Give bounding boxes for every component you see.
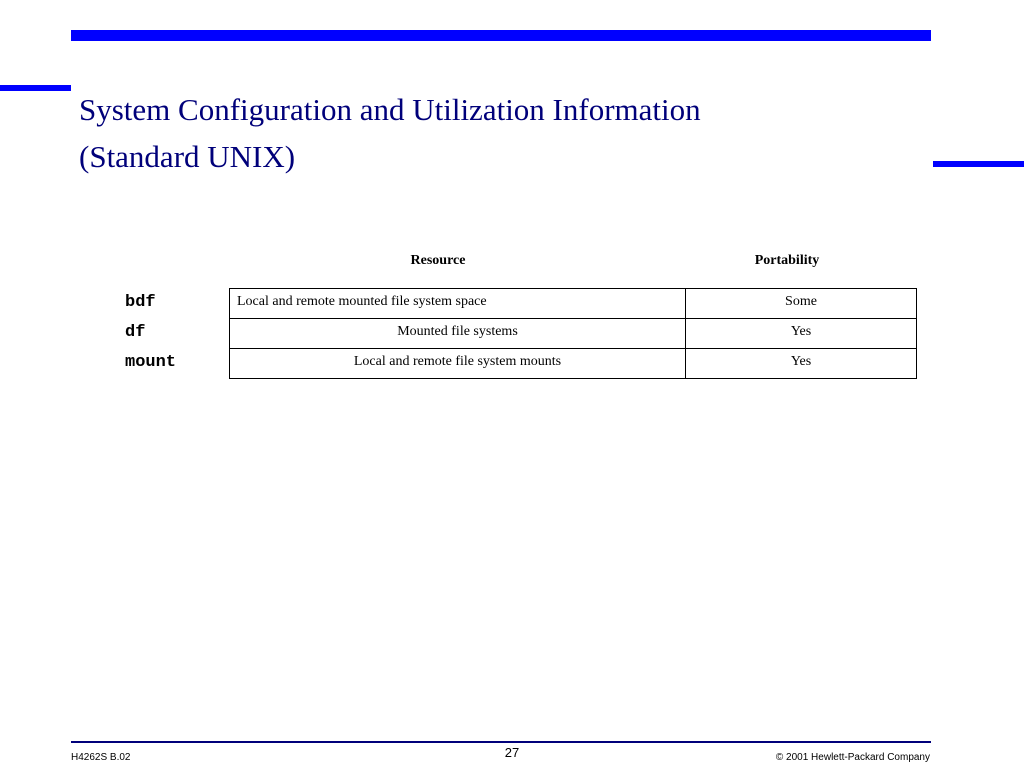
resource-cell: Local and remote mounted file system space xyxy=(230,289,686,319)
resource-table xyxy=(229,288,917,379)
command-mount: mount xyxy=(125,353,177,372)
slide-title-line-1: System Configuration and Utilization Information xyxy=(79,92,701,127)
table-row xyxy=(230,289,917,319)
slide-title-line-2: (Standard UNIX) xyxy=(79,139,296,174)
command-list xyxy=(125,291,176,381)
top-accent-bar xyxy=(71,30,931,41)
portability-cell: Some xyxy=(686,289,917,319)
command-bdf: bdf xyxy=(125,293,156,312)
table-row xyxy=(230,319,917,349)
table-row xyxy=(230,349,917,379)
command-df: df xyxy=(125,323,146,342)
portability-cell: Yes xyxy=(686,349,917,379)
footer-copyright: © 2001 Hewlett-Packard Company xyxy=(775,752,930,763)
left-accent-bar xyxy=(0,85,71,91)
footer-course-code: H4262S B.02 xyxy=(71,752,131,763)
resource-cell: Local and remote file system mounts xyxy=(230,349,686,379)
portability-cell: Yes xyxy=(686,319,917,349)
column-header-resource: Resource xyxy=(410,253,466,268)
footer-divider xyxy=(71,741,931,743)
right-accent-bar xyxy=(933,161,1024,167)
column-header-portability: Portability xyxy=(754,253,820,268)
resource-cell: Mounted file systems xyxy=(230,319,686,349)
page-number: 27 xyxy=(504,745,520,760)
slide-title xyxy=(79,86,929,180)
